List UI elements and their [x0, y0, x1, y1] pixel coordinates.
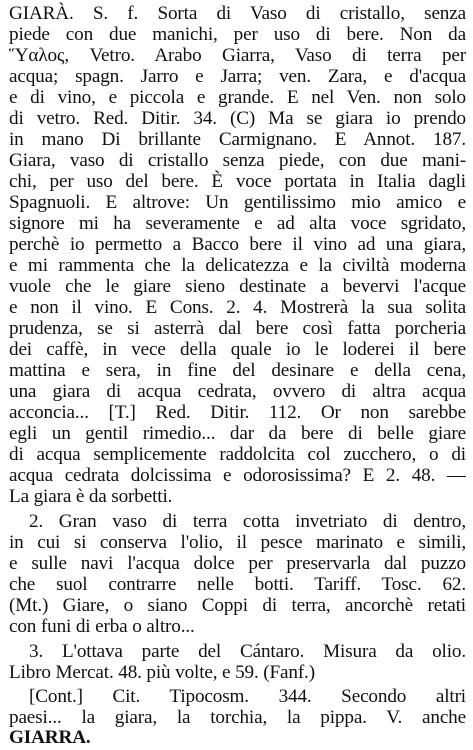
text-line: di acqua semplicemente raddolcita col zucchero, o di: [9, 444, 466, 465]
text-line: che suol contrarre nelle botti. Tariff. Tosc. 62.: [9, 574, 466, 595]
text-line: chi, per uso del bere. È voce portata in Italia dagli: [9, 171, 466, 192]
text-line: paesi... la giara, la torchia, la pippa. V. anche: [9, 707, 466, 728]
text-line: Ὕαλος, Vetro. Arabo Giarra, Vaso di terra per: [9, 45, 466, 66]
text-line: (Mt.) Giare, o siano Coppi di terra, ancorchè retati: [9, 595, 466, 616]
text-line: acqua; spagn. Jarro e Jarra; ven. Zara, e d'acqua: [9, 66, 466, 87]
text-line: con funi di erba o altro...: [9, 616, 195, 637]
text-line: La giara è da sorbetti.: [9, 486, 173, 507]
text-line: acqua cedrata dolcissima e odorosissima? E 2. 48. —: [9, 465, 466, 486]
text-line: piede con due manichi, per uso di bere. Non da: [9, 24, 466, 45]
text-line: mattina e sera, in fine del desinare e della cena,: [9, 360, 466, 381]
text-line: Spagnuoli. E altrove: Un gentilissimo mio amico e: [9, 192, 466, 213]
text-line: e non il vino. E Cons. 2. 4. Mostrerà la sua solita: [9, 297, 466, 318]
text-line: signore mi ha severamente e ad alta voce sgridato,: [9, 213, 466, 234]
text-line: Giara, vaso di cristallo senza piede, con due mani-: [9, 150, 466, 171]
text-line: GIARÀ. S. f. Sorta di Vaso di cristallo, senza: [9, 3, 466, 24]
text-line: in cui si conserva l'olio, il pesce marinato e simili,: [9, 532, 466, 553]
text-line: perchè io permetto a Bacco bere il vino ad una giara,: [9, 234, 466, 255]
cont-line: [Cont.] Cit. Tipocosm. 344. Secondo altri: [29, 686, 466, 707]
text-line: in mano Di brillante Carmignano. E Annot. 187.: [9, 129, 466, 150]
text-line: prudenza, se si asterrà dal bere così fatta porcheria: [9, 318, 466, 339]
text-line: una giara di acqua cedrata, ovvero di altra acqua: [9, 381, 466, 402]
section-2-line: 2. Gran vaso di terra cotta invetriato di dentro,: [29, 511, 466, 532]
text-line: Libro Mercat. 48. più volte, e 59. (Fanf.): [9, 662, 315, 683]
cross-reference: GIARRA.: [9, 727, 91, 748]
section-3-line: 3. L'ottava parte del Cántaro. Misura da olio.: [29, 641, 466, 662]
text-line: vuole che le giare sieno destinate a bevervi l'acque: [9, 276, 466, 297]
text-line: acconcia... [T.] Red. Ditir. 112. Or non sarebbe: [9, 402, 466, 423]
text-line: egli un gentil rimedio... dar da bere di belle giare: [9, 423, 466, 444]
text-line: e di vino, e piccola e grande. E nel Ven. non solo: [9, 87, 466, 108]
text-line: e mi rammenta che la delicatezza e la civiltà moderna: [9, 255, 466, 276]
text-line: dei caffè, in vece della quale io le loderei il bere: [9, 339, 466, 360]
text-line: e sulle navi l'acqua dolce per preservarla dal puzzo: [9, 553, 466, 574]
text-line: di vetro. Red. Ditir. 34. (C) Ma se giara io prendo: [9, 108, 466, 129]
